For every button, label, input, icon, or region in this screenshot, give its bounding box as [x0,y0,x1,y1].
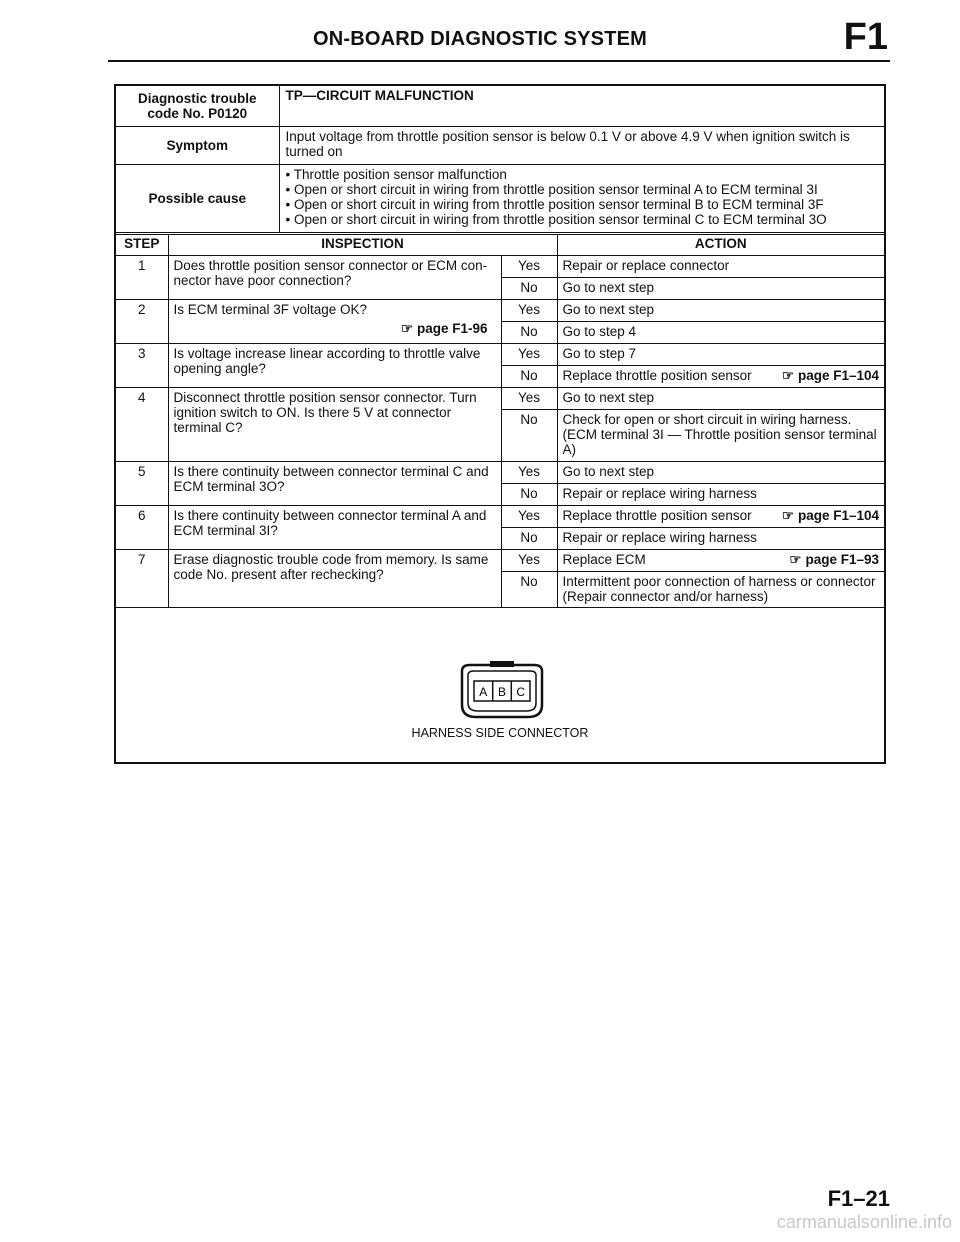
no-label: No [501,366,557,388]
no-action: Replace throttle position sensor [562,368,752,383]
dtc-info-table [116,86,884,233]
step-row [116,256,884,278]
yes-label: Yes [501,256,557,278]
inspection-column-header: INSPECTION [168,235,557,256]
possible-cause-row [116,164,884,232]
step-row [116,300,884,322]
no-action: Go to next step [557,278,884,300]
step-number: 1 [116,256,168,300]
step-column-header: STEP [116,235,168,256]
no-action: Intermittent poor connection of harness or connector (Repair connector and/or harness) [557,572,884,608]
step-number: 6 [116,506,168,550]
possible-cause-list [286,167,879,227]
yes-label: Yes [501,506,557,528]
terminal-a-label: A [479,685,488,699]
yes-label: Yes [501,388,557,410]
action-with-reference [563,508,880,523]
yes-action: Go to next step [557,388,884,410]
connector-lock-tab [490,661,514,667]
step-inspection: Erase diagnostic trouble code from memory. Is same code No. present after rechecking? [168,550,501,608]
symptom-row [116,126,884,164]
yes-action: Replace throttle position sensor [562,508,752,523]
pointing-hand-icon: ☞ [781,368,794,383]
step-number: 7 [116,550,168,608]
step-inspection: Is voltage increase linear according to throttle valve opening angle? [168,344,501,388]
cause-item: • Open or short circuit in wiring from throttle position sensor terminal C to ECM terminal 3O [286,212,879,227]
page-reference-text: page F1–104 [797,368,880,383]
yes-action: Replace ECM [562,552,646,567]
pointing-hand-icon: ☞ [400,321,413,336]
no-label: No [501,528,557,550]
steps-header-row [116,235,884,256]
step-inspection: Disconnect throttle position sensor connector. Turn ignition switch to ON. Is there 5 V at connector terminal C? [168,388,501,462]
yes-action: Go to next step [557,462,884,484]
yes-action: Repair or replace connector [557,256,884,278]
yes-action-cell [557,550,884,572]
cause-item: • Open or short circuit in wiring from throttle position sensor terminal A to ECM terminal 3I [286,182,879,197]
watermark: carmanualsonline.info [776,1212,952,1232]
action-with-reference [563,368,880,383]
action-with-reference [563,552,880,567]
dtc-value: TP—CIRCUIT MALFUNCTION [279,86,884,126]
connector-caption: HARNESS SIDE CONNECTOR [411,726,589,740]
section-code: F1 [843,16,888,58]
yes-action: Go to step 7 [557,344,884,366]
step-inspection: Does throttle position sensor connector or ECM con-nector have poor connection? [168,256,501,300]
no-label: No [501,410,557,462]
yes-action-cell [557,506,884,528]
possible-cause-list-cell [279,164,884,232]
symptom-value: Input voltage from throttle position sensor is below 0.1 V or above 4.9 V when ignition switch is turned on [279,126,884,164]
step-row [116,550,884,572]
pointing-hand-icon: ☞ [789,552,802,567]
inspection-steps-table [116,234,884,608]
page-reference-text: page F1–93 [805,552,880,567]
page-reference [174,317,496,336]
no-label: No [501,572,557,608]
step-inspection: Is there continuity between connector terminal A and ECM terminal 3I? [168,506,501,550]
page-reference [782,368,879,383]
no-action-cell [557,366,884,388]
step-number: 2 [116,300,168,344]
diagnostic-frame [114,84,886,764]
page-reference-text: page F1-96 [416,321,488,336]
yes-label: Yes [501,550,557,572]
no-action: Check for open or short circuit in wiring harness. (ECM terminal 3I — Throttle position sensor terminal A) [557,410,884,462]
no-action: Repair or replace wiring harness [557,528,884,550]
step-row [116,506,884,528]
action-column-header: ACTION [557,235,884,256]
pointing-hand-icon: ☞ [781,508,794,523]
step-row [116,462,884,484]
step-inspection: Is ECM terminal 3F voltage OK? [173,302,368,317]
no-action: Go to step 4 [557,322,884,344]
step-number: 4 [116,388,168,462]
step-inspection-cell [168,300,501,344]
possible-cause-label: Possible cause [116,164,279,232]
step-number: 3 [116,344,168,388]
no-label: No [501,278,557,300]
yes-label: Yes [501,344,557,366]
page-reference [789,552,879,567]
dtc-row [116,86,884,126]
step-inspection: Is there continuity between connector terminal C and ECM terminal 3O? [168,462,501,506]
no-label: No [501,322,557,344]
yes-label: Yes [501,462,557,484]
dtc-label: Diagnostic trouble code No. P0120 [116,86,279,126]
step-number: 5 [116,462,168,506]
yes-label: Yes [501,300,557,322]
yes-action: Go to next step [557,300,884,322]
cause-item: • Throttle position sensor malfunction [286,167,879,182]
terminal-b-label: B [497,685,507,699]
symptom-label: Symptom [116,126,279,164]
step-row [116,388,884,410]
page-number: F1–21 [827,1186,890,1211]
no-label: No [501,484,557,506]
harness-connector-diagram [452,661,552,725]
cause-item: • Open or short circuit in wiring from throttle position sensor terminal B to ECM terminal 3F [286,197,879,212]
page-title: ON-BOARD DIAGNOSTIC SYSTEM [312,28,648,50]
no-action: Repair or replace wiring harness [557,484,884,506]
terminal-c-label: C [516,685,526,699]
header-divider [108,60,890,62]
page-reference [782,508,879,523]
page-reference-text: page F1–104 [797,508,880,523]
step-row [116,344,884,366]
